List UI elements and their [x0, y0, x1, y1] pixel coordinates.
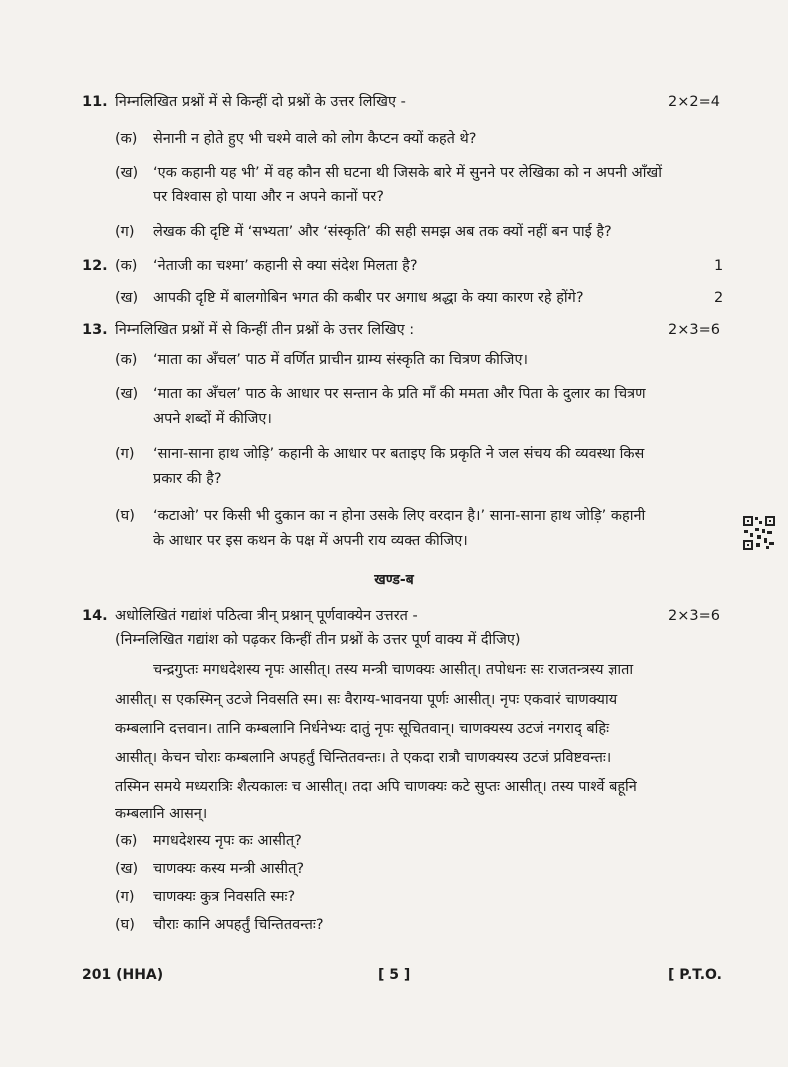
q14b-label: (ख) [115, 861, 139, 877]
q13-marks: 2×3=6 [668, 322, 720, 338]
q13a-label: (क) [115, 352, 138, 368]
q14c-label: (ग) [115, 889, 135, 905]
q14a-text: मगधदेशस्य नृपः कः आसीत्? [153, 833, 302, 849]
q13-number: 13. [82, 322, 108, 338]
q11b-text-line1: ‘एक कहानी यह भी’ में वह कौन सी घटना थी जिसके बारे में सुनने पर लेखिका को न अपनी आँखों [153, 165, 663, 181]
q13d-text-line1: ‘कटाओ’ पर किसी भी दुकान का न होना उसके लिए वरदान है।’ साना-साना हाथ जोड़ि’ कहानी [153, 508, 646, 524]
q14-passage-line4: आसीत्। केचन चोराः कम्बलानि अपहर्तुं चिन्तितवन्तः। ते एकदा रात्रौ चाणक्यस्य उटजं प्रविष्टवन्तः। [115, 750, 612, 766]
q11a-text: सेनानी न होते हुए भी चश्मे वाले को लोग कैप्टन क्यों कहते थे? [153, 131, 477, 147]
q14-number: 14. [82, 608, 108, 624]
section-heading: खण्ड-ब [374, 572, 414, 588]
q14d-text: चौराः कानि अपहर्तुं चिन्तितवन्तः? [153, 917, 324, 933]
q13c-text-line2: प्रकार की है? [153, 471, 222, 487]
q11-heading: निम्नलिखित प्रश्नों में से किन्हीं दो प्रश्नों के उत्तर लिखिए - [115, 94, 406, 110]
q12-number: 12. [82, 258, 108, 274]
q14-passage-line3: कम्बलानि दत्तवान। तानि कम्बलानि निर्धनेभ्यः दातुं नृपः सूचितवान्। चाणक्यस्य उटजं नगराद् बहिः [115, 721, 610, 737]
q13c-text-line1: ‘साना-साना हाथ जोड़ि’ कहानी के आधार पर बताइए कि प्रकृति ने जल संचय की व्यवस्था किस [153, 446, 645, 462]
q13c-label: (ग) [115, 446, 135, 462]
q12b-marks: 2 [714, 290, 724, 306]
q13d-text-line2: के आधार पर इस कथन के पक्ष में अपनी राय व्यक्त कीजिए। [153, 533, 468, 549]
q14d-label: (घ) [115, 917, 135, 933]
q14-passage-line2: आसीत्। स एकस्मिन् उटजे निवसति स्म। सः वैराग्य-भावनया पूर्णः आसीत्। नृपः एकवारं चाणक्याय [115, 692, 618, 708]
q13b-text-line2: अपने शब्दों में कीजिए। [153, 411, 272, 427]
q13b-label: (ख) [115, 386, 139, 402]
footer-paper-code: 201 (HHA) [82, 967, 164, 983]
q11-marks: 2×2=4 [668, 94, 720, 110]
q13d-label: (घ) [115, 508, 135, 524]
q14-passage-line6: कम्बलानि आसन्। [115, 806, 208, 822]
q11c-text: लेखक की दृष्टि में ‘सभ्यता’ और ‘संस्कृति’ की सही समझ अब तक क्यों नहीं बन पाई है? [153, 224, 612, 240]
q11-number: 11. [82, 94, 108, 110]
q14b-text: चाणक्यः कस्य मन्त्री आसीत्? [153, 861, 305, 877]
q13-heading: निम्नलिखित प्रश्नों में से किन्हीं तीन प्रश्नों के उत्तर लिखिए : [115, 322, 415, 338]
q11b-label: (ख) [115, 165, 139, 181]
footer-page-number: [ 5 ] [378, 967, 411, 983]
q11a-label: (क) [115, 131, 138, 147]
q14-passage-line5: तस्मिन समये मध्यरात्रिः शैत्यकालः च आसीत्। तदा अपि चाणक्यः कटे सुप्तः आसीत्। तस्य पार्श्वे बहूनि [115, 779, 637, 795]
q14-heading: अधोलिखितं गद्यांशं पठित्वा त्रीन् प्रश्नान् पूर्णवाक्येन उत्तरत - [115, 608, 418, 624]
q12a-label: (क) [115, 258, 138, 274]
q12b-label: (ख) [115, 290, 139, 306]
q12a-marks: 1 [714, 258, 724, 274]
q13a-text: ‘माता का अँचल’ पाठ में वर्णित प्राचीन ग्राम्य संस्कृति का चित्रण कीजिए। [153, 352, 528, 368]
q12a-text: ‘नेताजी का चश्मा’ कहानी से क्या संदेश मिलता है? [153, 258, 418, 274]
q12b-text: आपकी दृष्टि में बालगोबिन भगत की कबीर पर अगाध श्रद्धा के क्या कारण रहे होंगे? [153, 290, 584, 306]
q14-subheading: (निम्नलिखित गद्यांश को पढ़कर किन्हीं तीन प्रश्नों के उत्तर पूर्ण वाक्य में दीजिए) [115, 632, 521, 648]
qr-code-icon [742, 515, 776, 551]
footer-pto: [ P.T.O. [668, 967, 722, 983]
q14-marks: 2×3=6 [668, 608, 720, 624]
q11b-text-line2: पर विश्वास हो पाया और न अपने कानों पर? [153, 189, 384, 205]
q14-passage-line1: चन्द्रगुप्तः मगधदेशस्य नृपः आसीत्। तस्य मन्त्री चाणक्यः आसीत्। तपोधनः सः राजतन्त्रस्य ज्ञाता [153, 662, 634, 678]
q14a-label: (क) [115, 833, 138, 849]
q13b-text-line1: ‘माता का अँचल’ पाठ के आधार पर सन्तान के प्रति माँ की ममता और पिता के दुलार का चित्रण [153, 386, 646, 402]
q11c-label: (ग) [115, 224, 135, 240]
q14c-text: चाणक्यः कुत्र निवसति स्मः? [153, 889, 296, 905]
